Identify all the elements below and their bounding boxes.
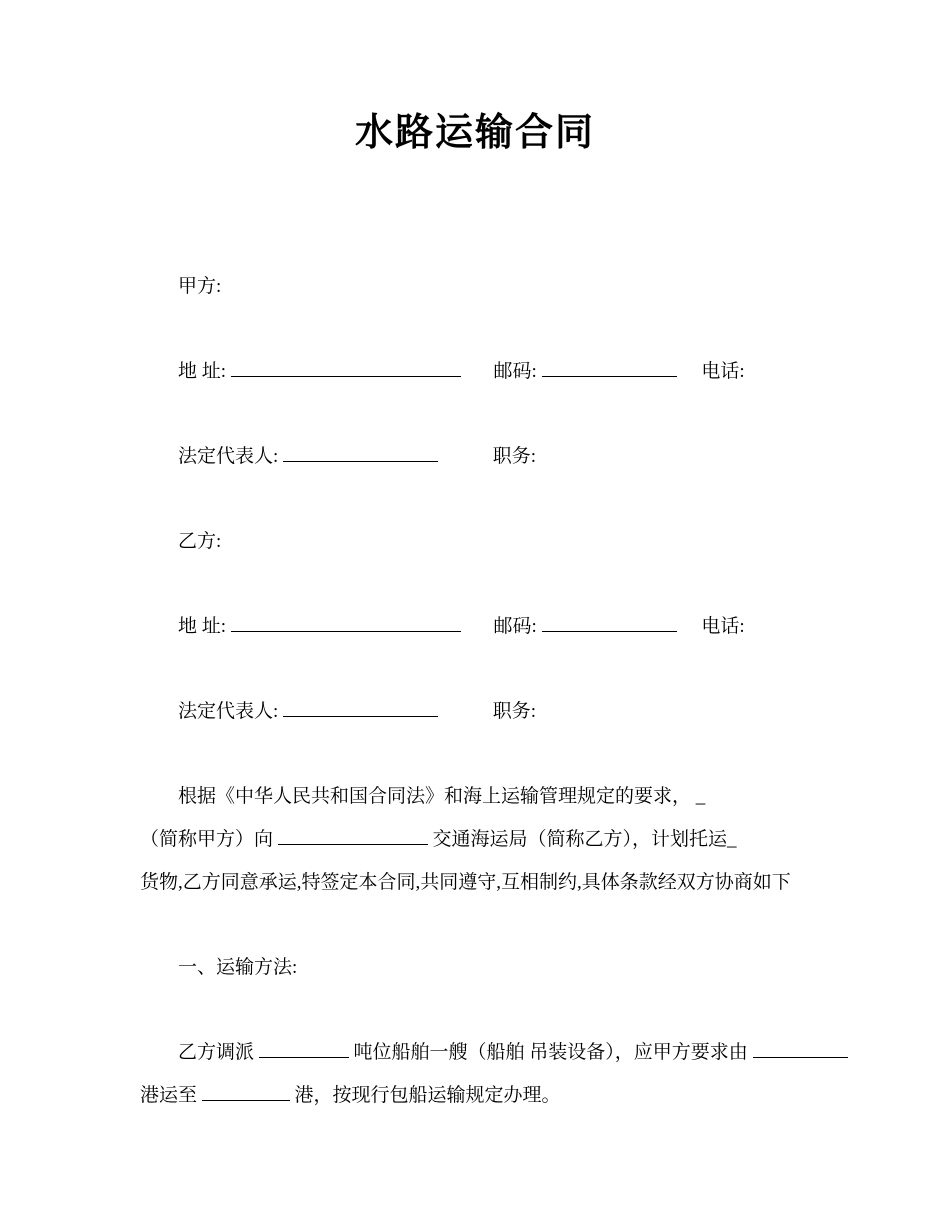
section-1-text-2a: 港运至 bbox=[140, 1085, 198, 1106]
party-a-row bbox=[140, 265, 820, 308]
party-a-label: 甲方: bbox=[178, 276, 222, 297]
postcode-blank-field bbox=[542, 613, 677, 632]
party-a-legal-rep-row bbox=[140, 435, 820, 478]
legal-rep-blank-field bbox=[283, 443, 438, 462]
position-label: 职务: bbox=[492, 446, 537, 467]
intro-line-3 bbox=[140, 861, 820, 904]
section-1-line-2 bbox=[140, 1074, 820, 1117]
postcode-label: 邮码: bbox=[493, 361, 537, 382]
party-b-label: 乙方: bbox=[178, 531, 222, 552]
intro-text-2b: 交通海运局（简称乙方），计划托运_ bbox=[432, 829, 737, 850]
section-1-heading: 一、运输方法: bbox=[178, 957, 298, 978]
intro-text-3: 货物,乙方同意承运,特签定本合同,共同遵守,互相制约,具体条款经双方协商如下 bbox=[140, 872, 791, 893]
origin-port-blank-field bbox=[753, 1039, 848, 1058]
party-b-legal-rep-row bbox=[140, 690, 820, 733]
section-1-line-1 bbox=[140, 1031, 820, 1074]
postcode-blank-field bbox=[542, 358, 677, 377]
address-blank-field bbox=[231, 613, 461, 632]
intro-line-2 bbox=[140, 818, 820, 861]
position-label: 职务: bbox=[492, 701, 537, 722]
carrier-name-blank-field bbox=[278, 826, 428, 845]
phone-label: 电话: bbox=[701, 616, 745, 637]
tonnage-blank-field bbox=[259, 1039, 349, 1058]
address-label: 地 址: bbox=[178, 616, 227, 637]
section-1-heading-row bbox=[140, 946, 820, 989]
address-label: 地 址: bbox=[178, 361, 227, 382]
section-1-text-2b: 港，按现行包船运输规定办理。 bbox=[294, 1085, 561, 1106]
legal-rep-blank-field bbox=[283, 698, 438, 717]
party-a-address-row bbox=[140, 350, 820, 393]
document-body bbox=[140, 265, 820, 1117]
legal-rep-label: 法定代表人: bbox=[178, 446, 279, 467]
legal-rep-label: 法定代表人: bbox=[178, 701, 279, 722]
destination-port-blank-field bbox=[202, 1082, 290, 1101]
section-1-text-1a: 乙方调派 bbox=[178, 1042, 255, 1063]
intro-text-2a: （简称甲方）向 bbox=[140, 829, 274, 850]
section-1-text-1b: 吨位船舶一艘（船舶 吊装设备），应甲方要求由 bbox=[353, 1042, 748, 1063]
phone-label: 电话: bbox=[701, 361, 745, 382]
page-title: 水路运输合同 bbox=[354, 112, 595, 154]
intro-text-1: 根据《中华人民共和国合同法》和海上运输管理规定的要求， _ bbox=[178, 786, 706, 807]
intro-line-1 bbox=[140, 775, 820, 818]
party-b-address-row bbox=[140, 605, 820, 648]
party-b-row bbox=[140, 520, 820, 563]
address-blank-field bbox=[231, 358, 461, 377]
postcode-label: 邮码: bbox=[493, 616, 537, 637]
